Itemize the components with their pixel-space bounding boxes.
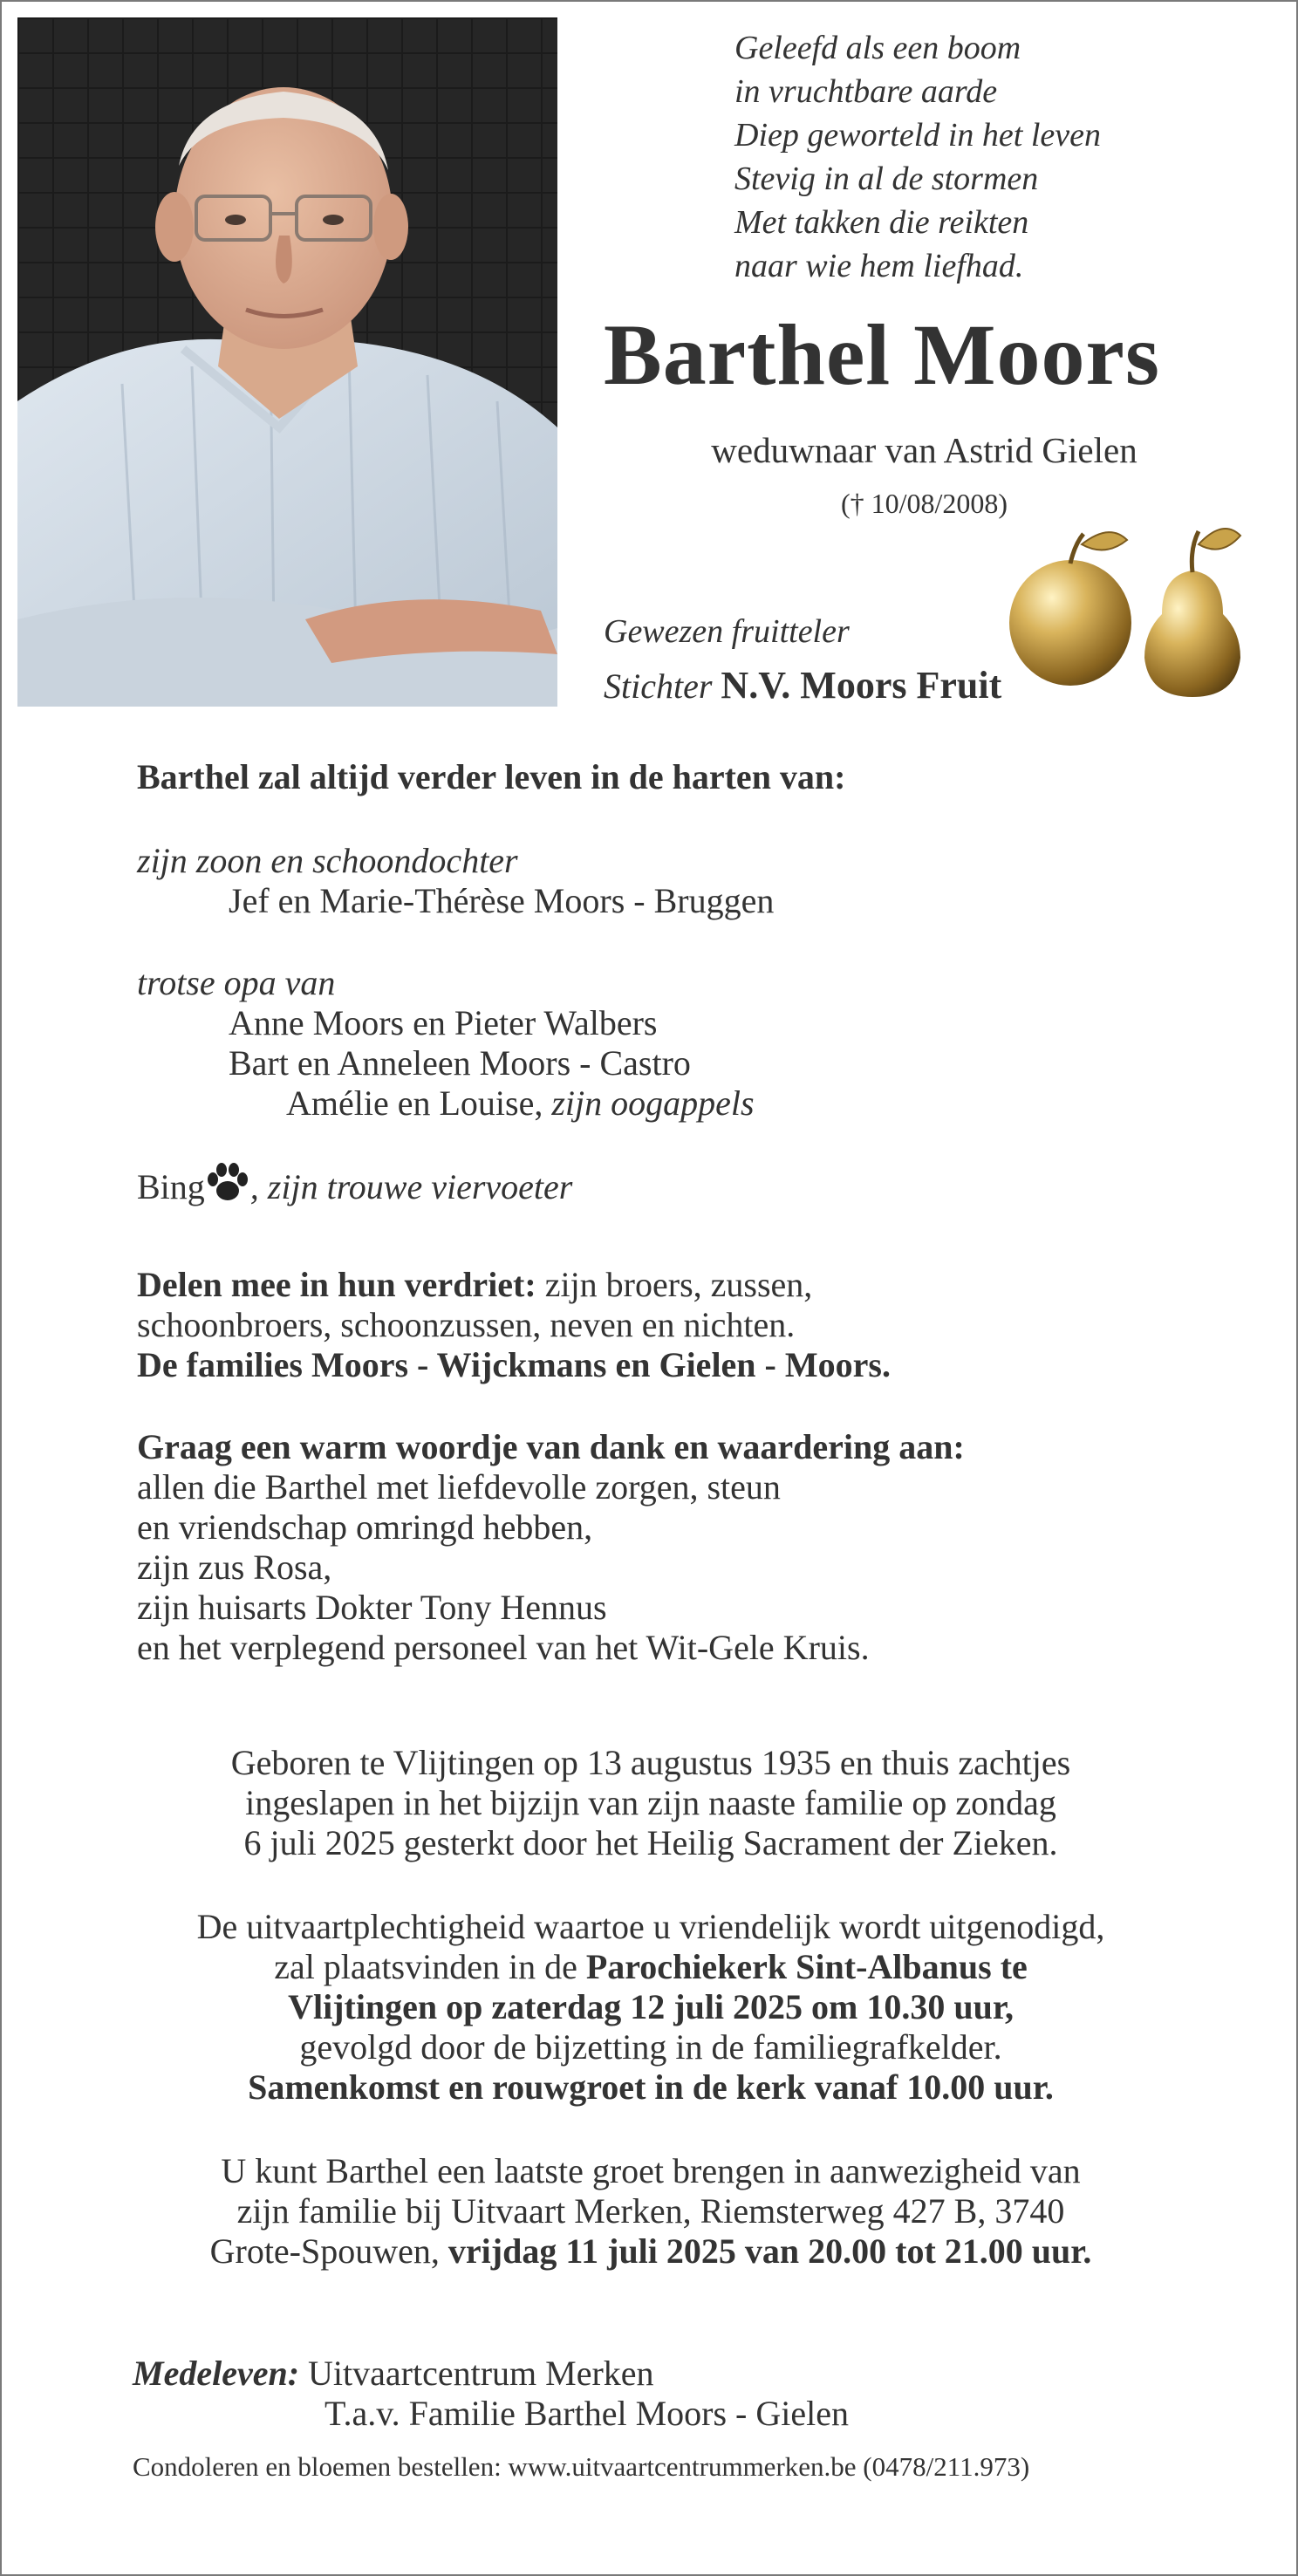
thanks-line: en vriendschap omringd hebben, [137, 1507, 593, 1547]
poem-line: in vruchtbare aarde [734, 73, 998, 110]
mourning-rest: zijn broers, zussen, [536, 1265, 813, 1304]
funeral-gathering: Samenkomst en rouwgroet in de kerk vanaf 10.00 uur. [248, 2067, 1054, 2107]
spouse-death-date: († 10/08/2008) [840, 488, 1008, 519]
mourning-families: De families Moors - Wijckmans en Gielen - Moors. [137, 1345, 891, 1384]
thanks-line: en het verplegend personeel van het Wit-Gele Kruis. [137, 1628, 870, 1667]
condolence-org: Uitvaartcentrum Merken [308, 2354, 654, 2393]
visitation-line-3 [72, 2231, 1230, 2272]
grandchild-line: Bart en Anneleen Moors - Castro [229, 1043, 691, 1083]
widower-line: weduwnaar van Astrid Gielen [711, 430, 1137, 470]
pet-line [137, 1162, 1219, 1213]
condolence-attention: T.a.v. Familie Barthel Moors - Gielen [324, 2394, 849, 2433]
condolence-line-1 [133, 2354, 1214, 2394]
thanks-heading: Graag een warm woordje van dank en waardering aan: [137, 1427, 965, 1466]
thanks-line: allen die Barthel met liefdevolle zorgen, steun [137, 1467, 781, 1507]
poem-line: naar wie hem liefhad. [734, 248, 1024, 284]
mourning-line-2: schoonbroers, schoonzussen, neven en nichten. [137, 1305, 796, 1344]
condolence-footer: Condoleren en bloemen bestellen: www.uitvaartcentrummerken.be (0478/211.973) [133, 2451, 1030, 2482]
deceased-name: Barthel Moors [604, 306, 1160, 403]
poem-line: Geleefd als een boom [734, 30, 1021, 66]
funeral-date: Vlijtingen op zaterdag 12 juli 2025 om 10.30 uur, [288, 1987, 1014, 2026]
grandchild-line: Anne Moors en Pieter Walbers [229, 1003, 658, 1042]
birth-line: Geboren te Vlijtingen op 13 augustus 1935 en thuis zachtjes [230, 1743, 1071, 1782]
founder-company: N.V. Moors Fruit [721, 664, 1002, 707]
son-label: zijn zoon en schoondochter [137, 841, 518, 880]
thanks-line: zijn huisarts Dokter Tony Hennus [137, 1588, 607, 1627]
great-grandchildren [286, 1083, 1298, 1124]
funeral-line-2 [72, 1947, 1230, 1987]
portrait-illustration [17, 17, 557, 707]
grandpa-label: trotse opa van [137, 963, 336, 1002]
funeral-church: Parochiekerk Sint-Albanus te [585, 1947, 1028, 1986]
thanks-line: zijn zus Rosa, [137, 1548, 332, 1587]
poem-line: Stevig in al de stormen [734, 161, 1039, 197]
pet-note: , zijn trouwe viervoeter [249, 1167, 573, 1206]
funeral-line-1: De uitvaartplechtigheid waartoe u vriendelijk wordt uitgenodigd, [196, 1907, 1105, 1946]
family-heading: Barthel zal altijd verder leven in de harten van: [137, 757, 846, 796]
visitation-line-1: U kunt Barthel een laatste groet brengen in aanwezigheid van [221, 2151, 1081, 2190]
great-grandchildren-note: zijn oogappels [551, 1083, 755, 1123]
funeral-burial: gevolgd door de bijzetting in de familiegrafkelder. [299, 2027, 1002, 2067]
birth-line: ingeslapen in het bijzijn van zijn naaste familie op zondag [245, 1783, 1056, 1822]
visitation-place: Grote-Spouwen, [209, 2231, 448, 2271]
poem-line: Met takken die reikten [734, 204, 1029, 241]
condolence-label: Medeleven: [133, 2354, 300, 2393]
founder-prefix: Stichter [604, 666, 713, 706]
portrait-photo [17, 17, 557, 707]
funeral-line-2-plain: zal plaatsvinden in de [274, 1947, 586, 1986]
founder-line [604, 663, 1001, 707]
visitation-line-2: zijn familie bij Uitvaart Merken, Riemsterweg 427 B, 3740 [236, 2191, 1065, 2231]
golden-apple-pear-icon [1005, 509, 1249, 701]
pet-name: Bing [137, 1167, 205, 1206]
occupation: Gewezen fruitteler [604, 613, 850, 650]
paw-icon [205, 1162, 250, 1213]
poem [734, 26, 1258, 288]
birth-line: 6 juli 2025 gesterkt door het Heilig Sacrament der Zieken. [243, 1823, 1058, 1862]
poem-line: Diep geworteld in het leven [734, 117, 1101, 154]
mourning-label: Delen mee in hun verdriet: [137, 1265, 536, 1304]
son-names: Jef en Marie-Thérèse Moors - Bruggen [229, 881, 775, 920]
mourning-line-1 [137, 1265, 1219, 1305]
visitation-time: vrijdag 11 juli 2025 van 20.00 tot 21.00 uur. [447, 2231, 1092, 2271]
great-grandchildren-names: Amélie en Louise, [286, 1083, 543, 1123]
